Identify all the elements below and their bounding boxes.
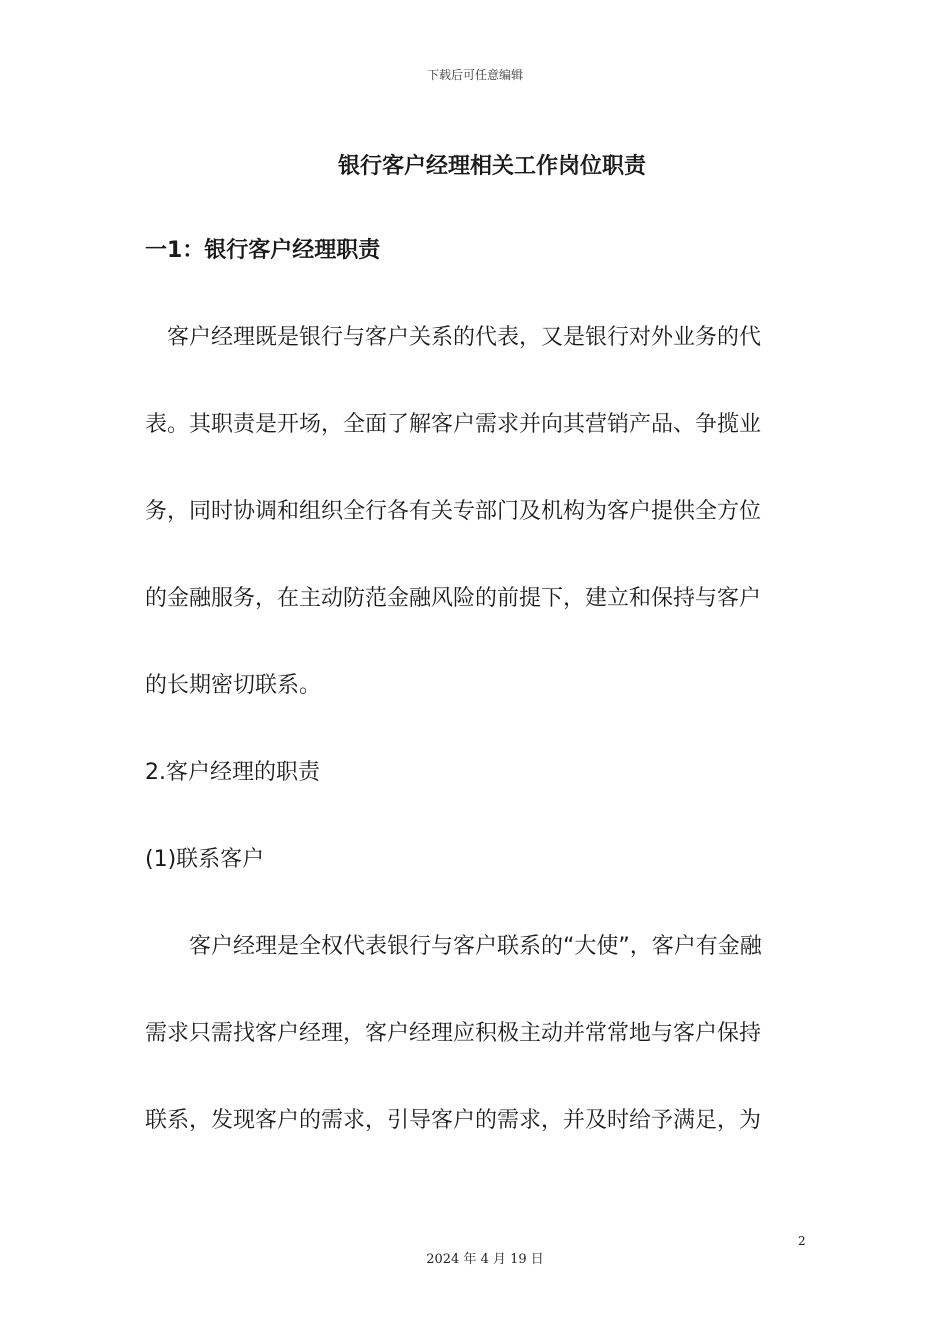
body-line: 客户经理是全权代表银行与客户联系的“大使”，客户有金融 [145,934,762,959]
body-line: 客户经理既是银行与客户关系的代表，又是银行对外业务的代 [145,325,762,350]
document-title: 银行客户经理相关工作岗位职责 [337,154,646,179]
subheading-duties: 2.客户经理的职责 [145,760,320,785]
body-line: 表。其职责是开场，全面了解客户需求并向其营销产品、争揽业 [145,412,762,437]
page-number: 2 [798,1234,806,1248]
body-line: 务，同时协调和组织全行各有关专部门及机构为客户提供全方位 [145,499,762,524]
header-note: 下载后可任意编辑 [426,68,523,82]
body-line: 的金融服务，在主动防范金融风险的前提下，建立和保持与客户 [145,586,762,611]
body-line: 需求只需找客户经理，客户经理应积极主动并常常地与客户保持 [145,1021,762,1046]
body-line: 的长期密切联系。 [145,673,322,698]
footer-date: 2024 年 4 月 19 日 [426,1252,544,1267]
body-line: 联系，发现客户的需求，引导客户的需求，并及时给予满足，为 [145,1108,762,1133]
section-heading: 一1：银行客户经理职责 [145,238,381,263]
subheading-contact-clients: (1)联系客户 [145,847,265,872]
